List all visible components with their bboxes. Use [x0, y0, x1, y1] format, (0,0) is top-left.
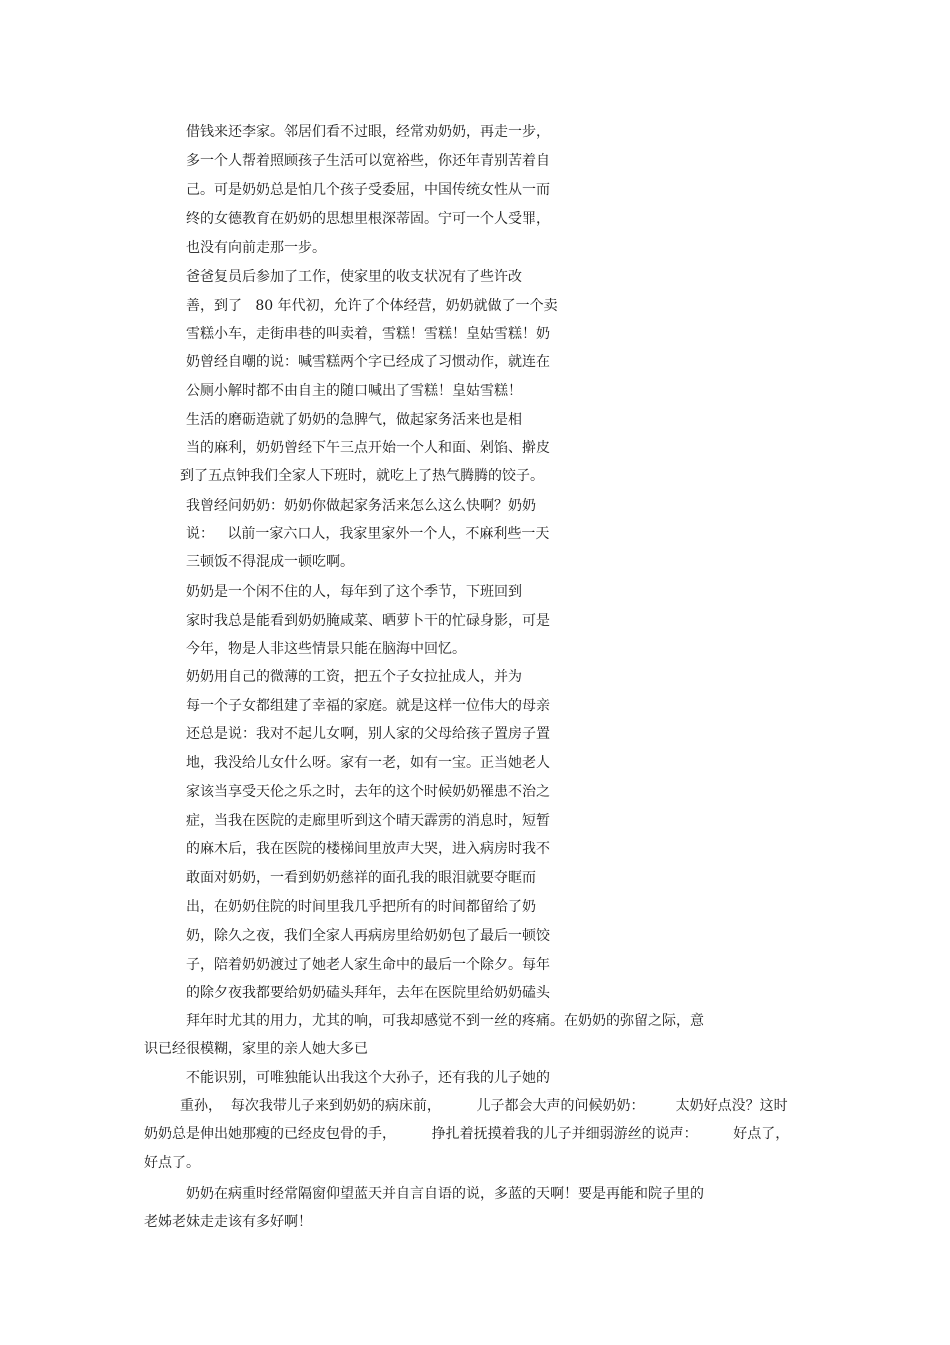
text-line: 家该当享受天伦之乐之时，去年的这个时候奶奶罹患不治之 [186, 784, 550, 800]
text-line: 识已经很模糊，家里的亲人她大多已 [144, 1041, 368, 1057]
text-line: 多一个人帮着照顾孩子生活可以宽裕些，你还年青别苦着自 [186, 153, 550, 169]
text-line: 说： 以前一家六口人，我家里家外一个人，不麻利些一天 [186, 526, 550, 542]
text-line: 当的麻利，奶奶曾经下午三点开始一个人和面、剁馅、擀皮 [186, 440, 550, 456]
text-line: 奶曾经自嘲的说：喊雪糕两个字已经成了习惯动作，就连在 [186, 354, 550, 370]
text-line: 的除夕夜我都要给奶奶磕头拜年，去年在医院里给奶奶磕头 [186, 985, 550, 1001]
text-line: 公厕小解时都不由自主的随口喊出了雪糕！皇姑雪糕！ [186, 383, 522, 399]
text-line: 每一个子女都组建了幸福的家庭。就是这样一位伟大的母亲 [186, 698, 550, 714]
text-line: 到了五点钟我们全家人下班时，就吃上了热气腾腾的饺子。 [180, 468, 544, 484]
text-line: 终的女德教育在奶奶的思想里根深蒂固。宁可一个人受罪， [186, 211, 550, 227]
text-line: 家时我总是能看到奶奶腌咸菜、晒萝卜干的忙碌身影，可是 [186, 613, 550, 629]
text-line: 子，陪着奶奶渡过了她老人家生命中的最后一个除夕。每年 [186, 957, 550, 973]
text-line: 的麻木后，我在医院的楼梯间里放声大哭，进入病房时我不 [186, 841, 550, 857]
text-line: 也没有向前走那一步。 [186, 240, 326, 256]
text-line: 敢面对奶奶，一看到奶奶慈祥的面孔我的眼泪就要夺眶而 [186, 870, 536, 886]
text-line: 重孙， 每次我带儿子来到奶奶的病床前， 儿子都会大声的问候奶奶： 太奶好点没？这时 [180, 1098, 788, 1114]
text-line: 症，当我在医院的走廊里听到这个晴天霹雳的消息时，短暂 [186, 813, 550, 829]
text-line: 老姊老妹走走该有多好啊！ [144, 1214, 312, 1230]
text-line: 好点了。 [144, 1155, 200, 1171]
text-line: 爸爸复员后参加了工作，使家里的收支状况有了些许改 [186, 269, 522, 285]
text-line: 奶，除久之夜，我们全家人再病房里给奶奶包了最后一顿饺 [186, 928, 550, 944]
text-line: 善，到了 80 年代初，允许了个体经营，奶奶就做了一个卖 [186, 298, 558, 314]
text-line: 借钱来还李家。邻居们看不过眼，经常劝奶奶，再走一步， [186, 124, 550, 140]
text-line: 三顿饭不得混成一顿吃啊。 [186, 554, 354, 570]
text-line: 今年，物是人非这些情景只能在脑海中回忆。 [186, 641, 466, 657]
text-line: 雪糕小车，走街串巷的叫卖着，雪糕！雪糕！皇姑雪糕！奶 [186, 326, 550, 342]
text-line: 生活的磨砺造就了奶奶的急脾气，做起家务活来也是相 [186, 412, 522, 428]
text-line: 不能识别，可唯独能认出我这个大孙子，还有我的儿子她的 [186, 1070, 550, 1086]
text-line: 奶奶在病重时经常隔窗仰望蓝天并自言自语的说，多蓝的天啊！要是再能和院子里的 [186, 1186, 704, 1202]
text-line: 地，我没给儿女什么呀。家有一老，如有一宝。正当她老人 [186, 755, 550, 771]
text-line: 奶奶用自己的微薄的工资，把五个子女拉扯成人，并为 [186, 669, 522, 685]
text-line: 奶奶是一个闲不住的人，每年到了这个季节，下班回到 [186, 584, 522, 600]
text-line: 己。可是奶奶总是怕几个孩子受委屈，中国传统女性从一而 [186, 182, 550, 198]
text-line: 奶奶总是伸出她那瘦的已经皮包骨的手， 挣扎着抚摸着我的儿子并细弱游丝的说声： 好点了， [144, 1126, 790, 1142]
text-line: 出，在奶奶住院的时间里我几乎把所有的时间都留给了奶 [186, 899, 536, 915]
text-line: 我曾经问奶奶：奶奶你做起家务活来怎么这么快啊？奶奶 [186, 498, 536, 514]
text-line: 还总是说：我对不起儿女啊，别人家的父母给孩子置房子置 [186, 726, 550, 742]
text-line: 拜年时尤其的用力，尤其的响，可我却感觉不到一丝的疼痛。在奶奶的弥留之际，意 [186, 1013, 704, 1029]
